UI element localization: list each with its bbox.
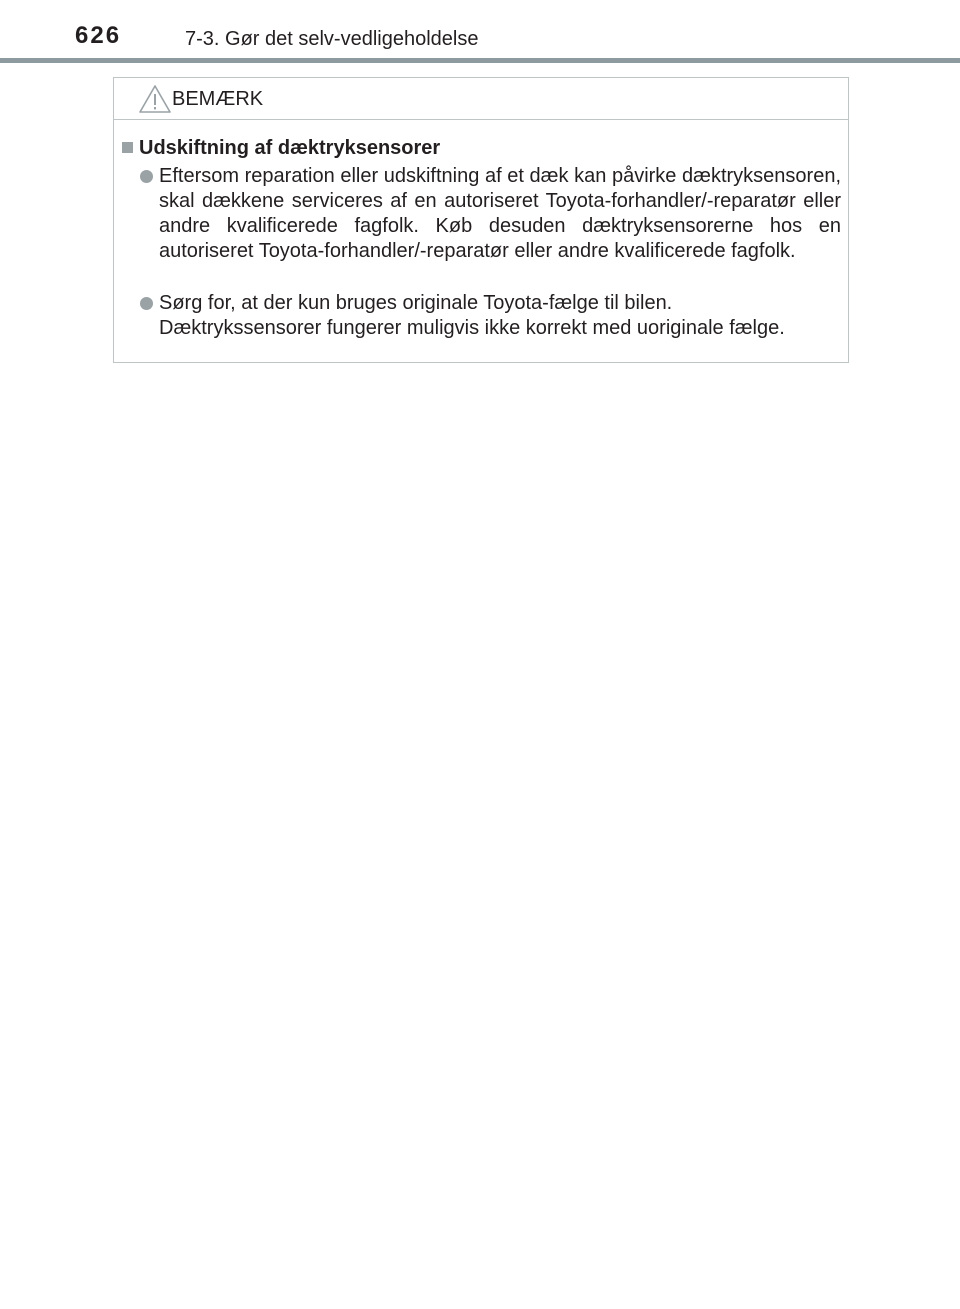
notice-label: BEMÆRK: [172, 88, 264, 110]
topic-heading-text: Udskiftning af dæktryksensorer: [139, 137, 441, 159]
bullet-1-text: Eftersom reparation eller udskiftning af et dæk kan påvirke dæktryksensoren, skal dækkene serviceres af en autoriseret Toyota-forhandler/-reparatør eller andre kvalificerede fagfolk. Køb desuden dæktryksensorerne hos en autoriseret Toyota-forhandler/-reparatør eller andre kvalificerede fagfolk.: [159, 165, 841, 262]
section-title: 7-3. Gør det selv-vedligeholdelse: [185, 28, 479, 50]
bullet-2-line-1: Sørg for, at der kun bruges originale Toyota-fælge til bilen.: [159, 292, 673, 314]
bullet-2-line-2: Dæktrykssensorer fungerer muligvis ikke korrekt med uoriginale fælge.: [159, 317, 785, 339]
page-number: 626: [75, 22, 122, 49]
topic-heading: [122, 137, 440, 160]
notice-header: [114, 78, 848, 120]
square-bullet-icon: [122, 142, 133, 153]
page-header: [0, 0, 960, 64]
bullet-item-1: [159, 164, 841, 264]
round-bullet-icon: [140, 170, 153, 183]
round-bullet-icon: [140, 297, 153, 310]
header-rule: [0, 58, 960, 63]
bullet-item-2: [159, 291, 841, 341]
notice-box: [113, 77, 849, 363]
warning-triangle-icon: [138, 84, 172, 114]
